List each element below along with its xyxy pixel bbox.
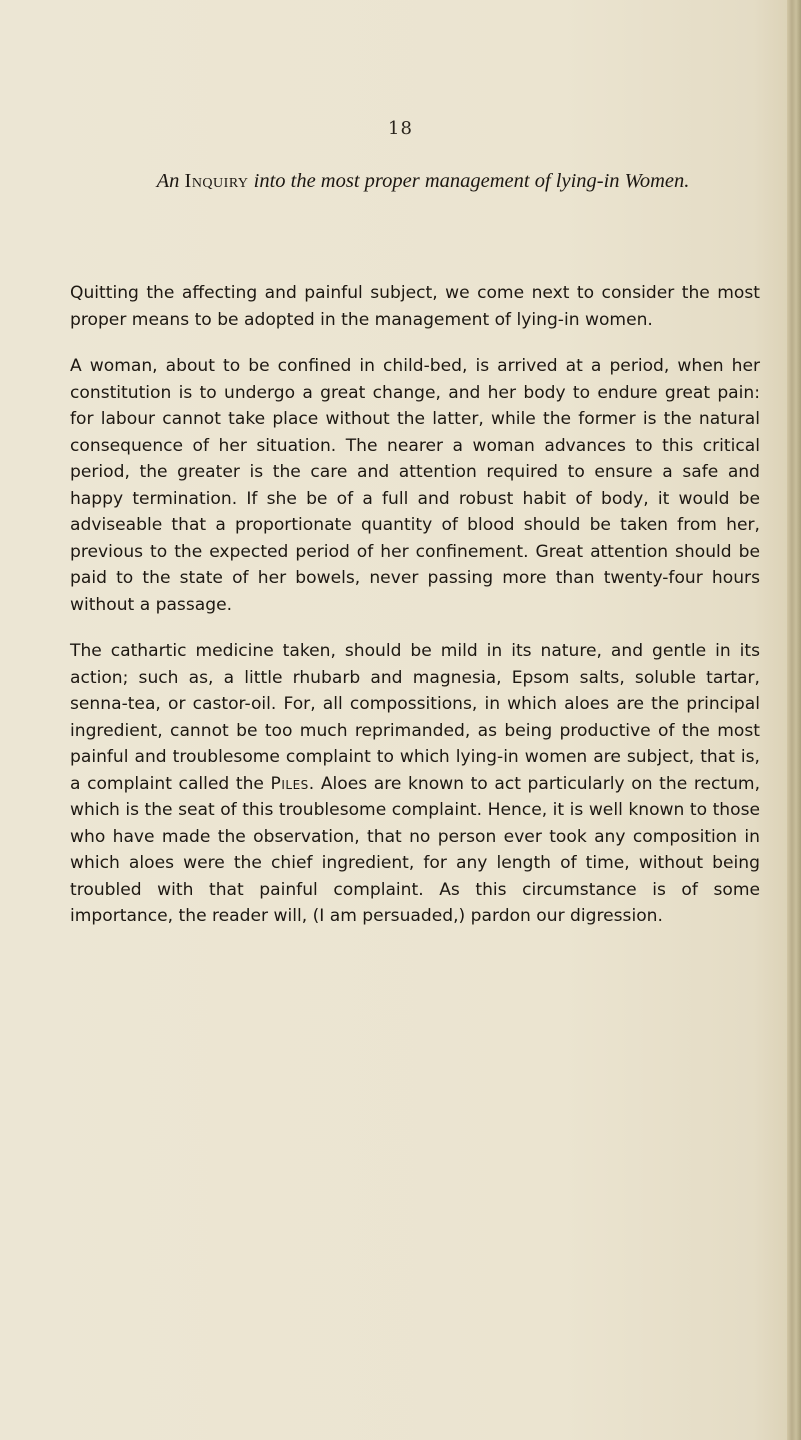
paragraph-3-after: . Aloes are known to act particularly on the rectum, which is the seat of this troublesome complaint. Hence, it is well known to those who have made the observation, that no person ever took any composition in which aloes were the chief ingredient, for any length of time, without being troubled with that painful complaint. As this circumstance is of some importance, the reader will, (I am persuaded,) pardon our digression. [70,773,761,926]
paragraph-3 [70,638,760,930]
heading-rest: into the most proper management of lying-in Women. [253,170,690,192]
body-text [70,280,760,950]
paragraph-1: Quitting the affecting and painful subject, we come next to consider the most proper means to be adopted in the management of lying-in women. [70,283,760,330]
piles-term: Piles [270,773,309,794]
paragraph-2: A woman, about to be confined in child-bed, is arrived at a period, when her constitution is to undergo a great change, and her body to endure great pain: for labour cannot take place without the latter, while the former is the natural consequence of her situation. The nearer a woman advances to this critical period, the greater is the care and attention required to ensure a safe and happy termination. If she be of a full and robust habit of body, it would be adviseable that a proportionate quantity of blood should be taken from her, previous to the expected period of her confinement. Great attention should be paid to the state of her bowels, never passing more than twenty-four hours without a passage. [70,356,760,615]
section-heading [98,168,748,194]
heading-lead: An [156,170,180,192]
page-number: 18 [388,118,413,139]
page-edge-shadow [787,0,801,1440]
heading-smallcaps: Inquiry [184,170,249,192]
paragraph-3-before: The cathartic medicine taken, should be mild in its nature, and gentle in its action; such as, a little rhubarb and magnesia, Epsom salts, soluble tartar, senna-tea, or castor-oil. For, all compossitions, in which aloes are the principal ingredient, cannot be too much reprimanded, as being productive of the most painful and troublesome complaint to which lying-in women are subject, that is, a complaint called the [70,641,760,794]
